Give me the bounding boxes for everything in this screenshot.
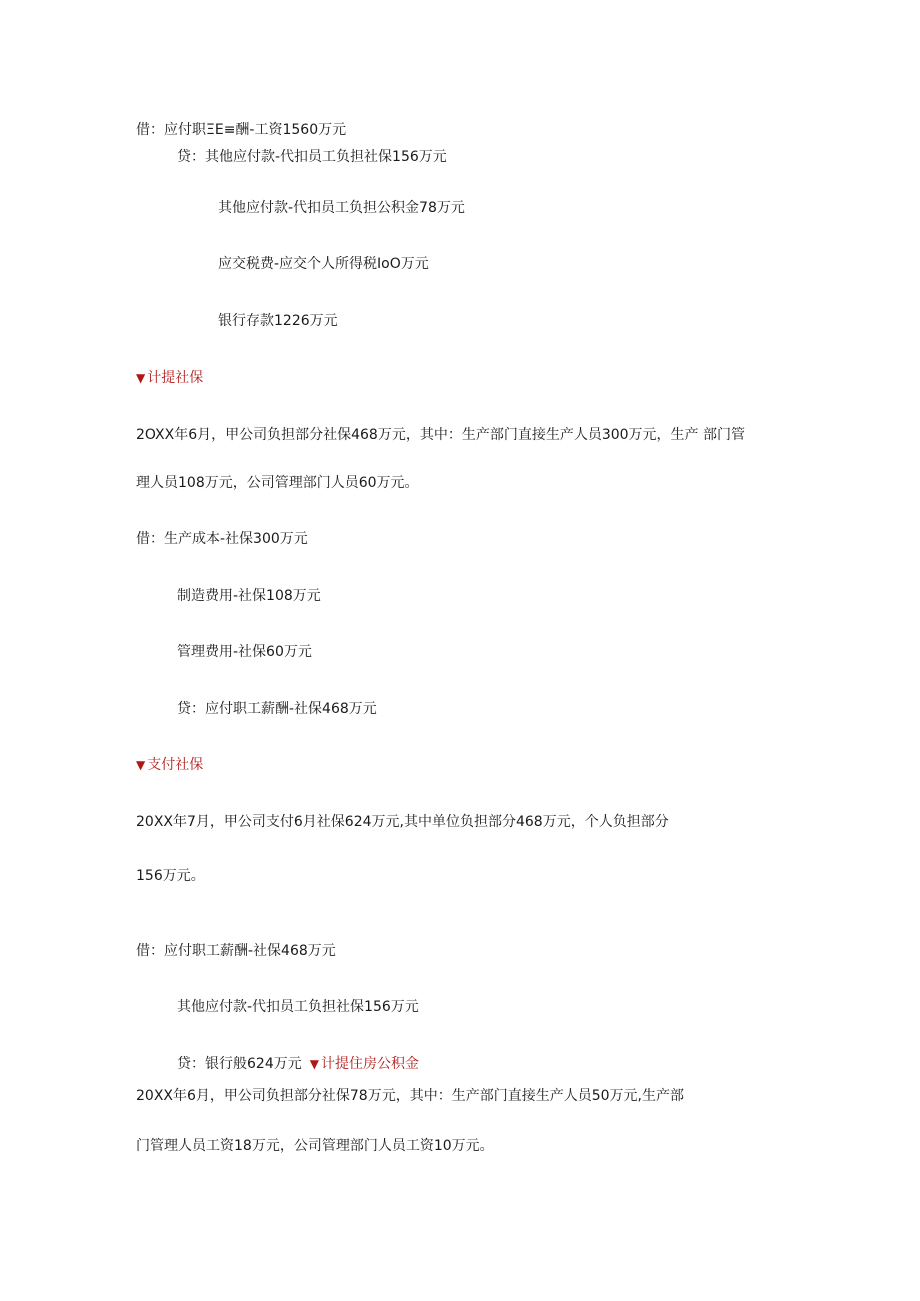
paragraph-line: 156万元。 — [136, 868, 205, 884]
entry-credit-housing-fund: 其他应付款-代扣员工负担公积金78万元 — [218, 200, 465, 216]
paragraph-line: 2OXX年6月，甲公司负担部分社保468万元，其中：生产部门直接生产人员300万元，生产 部门管 — [136, 427, 746, 443]
section-heading-accrue-social-insurance: ▼ 计提社保 — [136, 370, 204, 386]
triangle-down-icon: ▼ — [136, 758, 146, 772]
paragraph-line: 理人员108万元，公司管理部门人员60万元。 — [136, 475, 419, 491]
paragraph-line: 门管理人员工资18万元，公司管理部门人员工资10万元。 — [136, 1138, 494, 1154]
entry-debit-payroll-payable: 借：应付职工薪酬-社保468万元 — [136, 943, 336, 959]
paragraph-line: 20XX年6月，甲公司负担部分社保78万元，其中：生产部门直接生产人员50万元,生产部 — [136, 1088, 684, 1104]
entry-credit-social-insurance: 贷：其他应付款-代扣员工负担社保156万元 — [177, 149, 447, 165]
triangle-down-icon: ▼ — [309, 1057, 319, 1071]
entry-debit-manufacturing-overhead: 制造费用-社保108万元 — [177, 588, 321, 604]
entry-credit-bank-line — [177, 1055, 419, 1073]
entry-debit-production-cost: 借：生产成本-社保300万元 — [136, 531, 308, 547]
entry-credit-bank-deposit: 银行存款1226万元 — [218, 313, 338, 329]
triangle-down-icon: ▼ — [136, 371, 146, 385]
entry-credit-income-tax: 应交税费-应交个人所得税IoO万元 — [218, 256, 429, 272]
section-heading-accrue-housing-fund: ▼ 计提住房公积金 — [309, 1056, 419, 1072]
entry-debit-other-payables: 其他应付款-代扣员工负担社保156万元 — [177, 999, 419, 1015]
entry-credit-payroll-payable: 贷：应付职工薪酬-社保468万元 — [177, 701, 377, 717]
entry-credit-bank: 贷：银行般624万元 — [177, 1056, 302, 1072]
section-heading-pay-social-insurance: ▼ 支付社保 — [136, 757, 204, 773]
entry-debit-admin-expense: 管理费用-社保60万元 — [177, 644, 312, 660]
entry-debit-salary: 借：应付职ΞE≡酬-工资1560万元 — [136, 122, 347, 138]
paragraph-line: 20XX年7月，甲公司支付6月社保624万元,其中单位负担部分468万元，个人负担部分 — [136, 814, 669, 830]
